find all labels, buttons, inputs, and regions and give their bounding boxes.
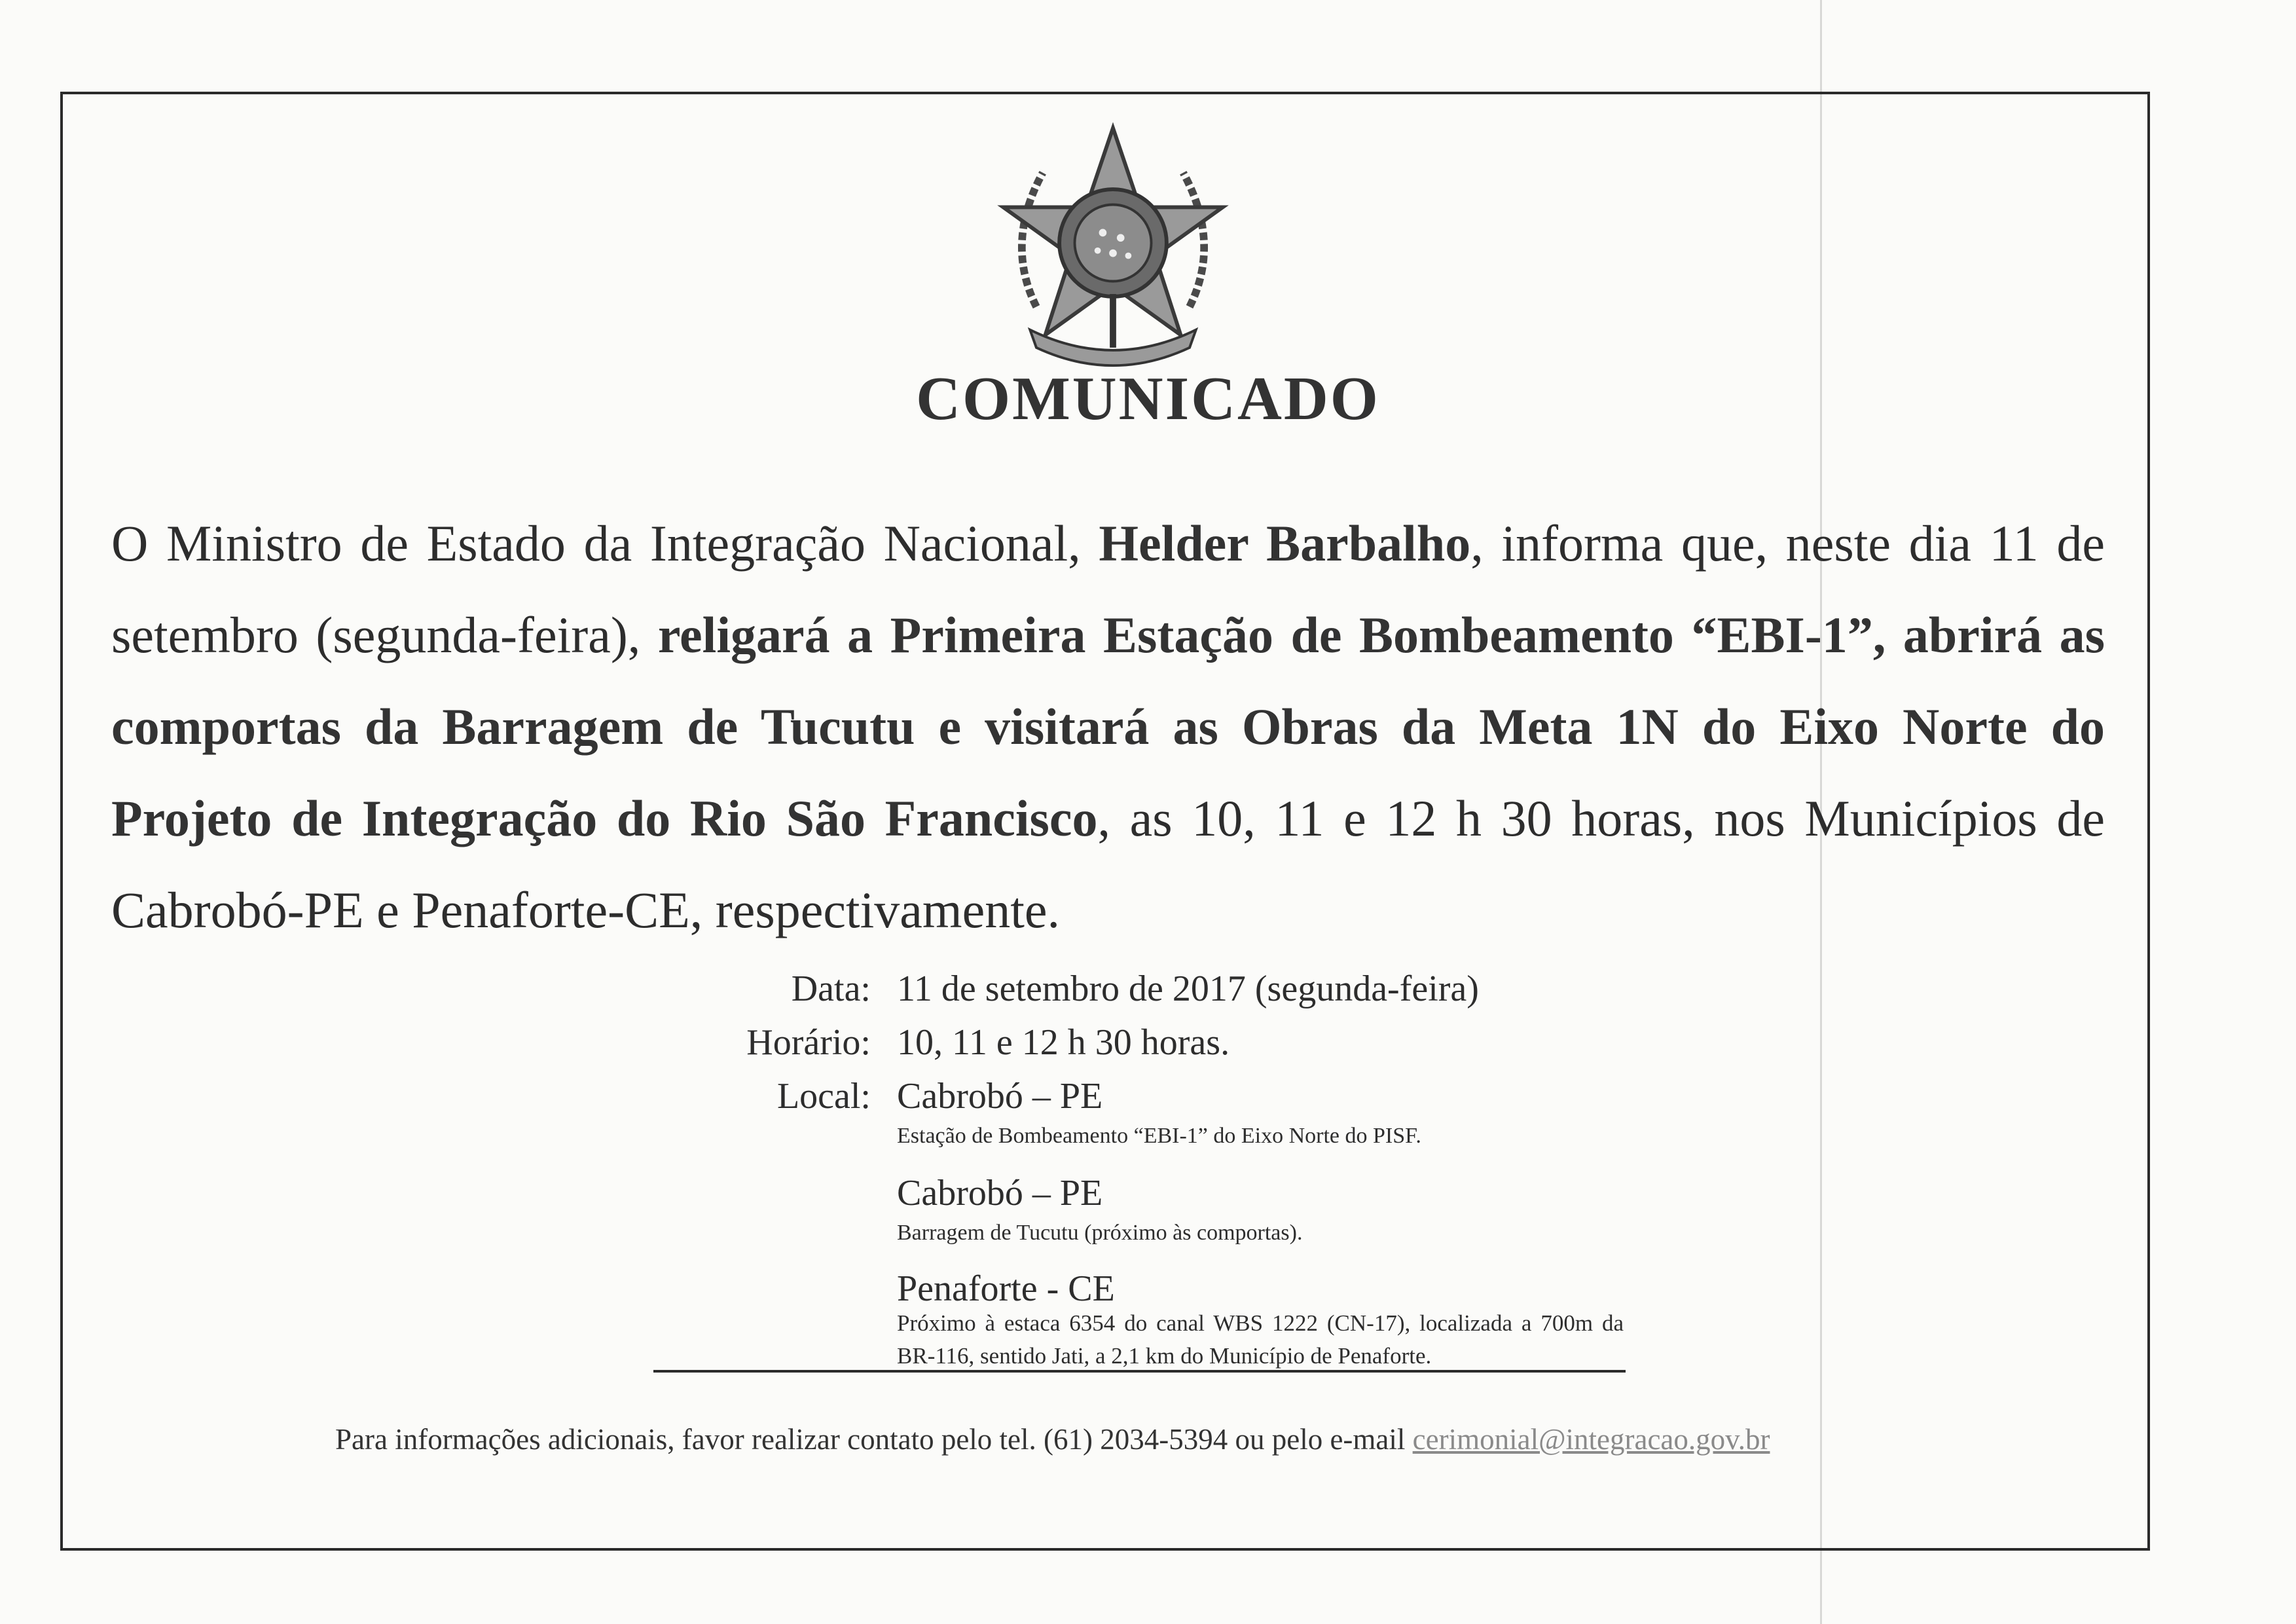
document-title: COMUNICADO: [916, 365, 1380, 433]
location-description: Barragem de Tucutu (próximo às comportas).: [897, 1221, 1303, 1245]
location-label: Local:: [776, 1076, 871, 1116]
location-description: Estação de Bombeamento “EBI-1” do Eixo Norte do PISF.: [897, 1124, 1421, 1148]
body-text-intro: O Ministro de Estado da Integração Nacional,: [111, 515, 1099, 572]
contact-email-link[interactable]: cerimonial@integracao.gov.br: [1412, 1423, 1770, 1456]
contact-text: Para informações adicionais, favor realizar contato pelo tel. (61) 2034-5394 ou pelo e-mail: [335, 1423, 1413, 1456]
body-paragraph: [111, 498, 2105, 956]
date-label: Data:: [791, 969, 871, 1009]
divider: [653, 1370, 1626, 1373]
time-value: 10, 11 e 12 h 30 horas.: [897, 1022, 1230, 1063]
location-name: Cabrobó – PE: [897, 1076, 1103, 1116]
time-label: Horário:: [746, 1022, 871, 1063]
body-text-actions: religará a Primeira Estação de Bombeamento “EBI-1”, abrirá as comportas da Barragem de Tucutu e visitará as Obras da Meta 1N do Eixo Norte do Projeto de Integração do Rio São Francisco: [111, 606, 2105, 847]
date-value: 11 de setembro de 2017 (segunda-feira): [897, 969, 1479, 1009]
body-text-schedule: , as 10, 11 e 12 h 30 horas, nos Municípios de Cabrobó-PE e Penaforte-CE, respectivamente.: [111, 790, 2105, 938]
location-description: Próximo à estaca 6354 do canal WBS 1222 (CN-17), localizada a 700m da BR-116, sentido Jati, a 2,1 km do Município de Penaforte.: [897, 1310, 1624, 1369]
contact-footer: [335, 1422, 1770, 1456]
minister-name: Helder Barbalho: [1099, 515, 1471, 572]
location-name: Penaforte - CE: [897, 1268, 1115, 1309]
body-text-date: , informa que, neste dia 11 de setembro (segunda-feira),: [111, 515, 2105, 663]
brazil-coat-of-arms-icon: [985, 115, 1241, 371]
location-name: Cabrobó – PE: [897, 1173, 1103, 1213]
